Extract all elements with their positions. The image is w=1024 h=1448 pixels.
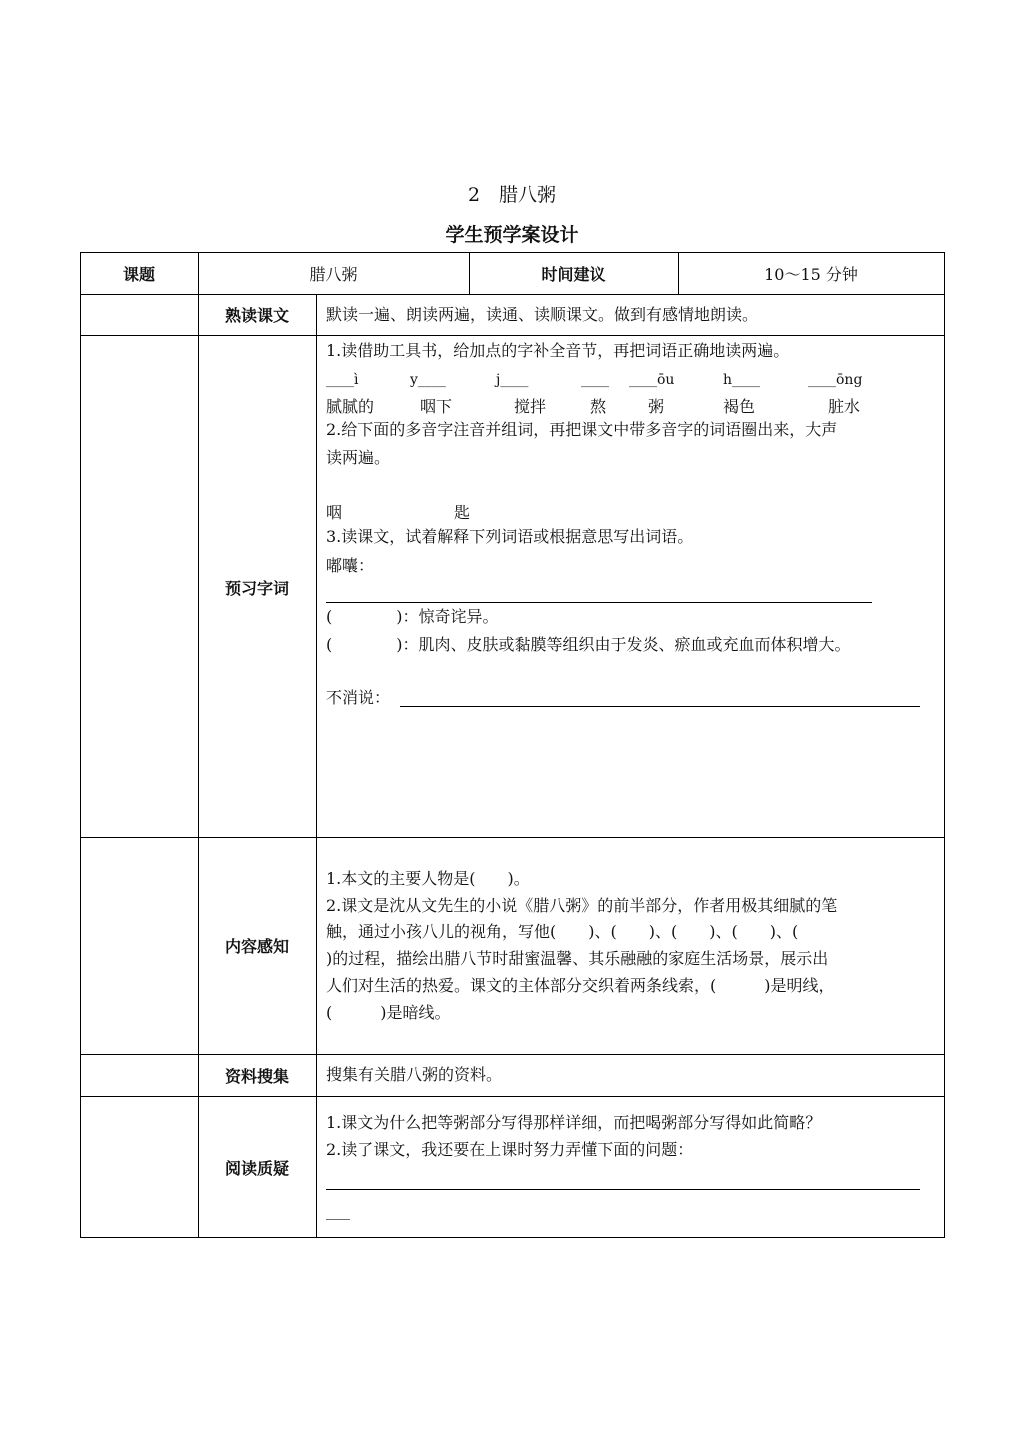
pinyin-blank-3[interactable]: j____ xyxy=(496,372,529,388)
vocab-q1: 1.读借助工具书，给加点的字补全音节，再把词语正确地读两遍。 xyxy=(326,341,790,360)
vocab-q2-line2: 读两遍。 xyxy=(326,448,391,467)
content-line-4: )的过程，描绘出腊八节时甜蜜温馨、其乐融融的家庭生活场景，展示出 xyxy=(326,949,829,968)
pinyin-blank-5[interactable]: ____ōu xyxy=(629,372,675,388)
time-label: 时间建议 xyxy=(541,264,606,284)
reading-text: 默读一遍、朗读两遍，读通、读顺课文。做到有感情地朗读。 xyxy=(326,305,759,324)
vocab-q2-line1: 2.给下面的多音字注音并组词，再把课文中带多音字的词语圈出来，大声 xyxy=(326,420,838,439)
time-value: 10～15 分钟 xyxy=(764,264,858,284)
word-2: 咽下 xyxy=(420,397,453,416)
answer-line-1[interactable] xyxy=(326,602,872,603)
word-1: 腻腻的 xyxy=(326,397,375,416)
vocab-q3: 3.读课文，试着解释下列词语或根据意思写出词语。 xyxy=(326,527,694,546)
vocab-label: 预习字词 xyxy=(224,578,289,598)
word-6: 褐色 xyxy=(723,397,756,416)
word-4: 熬 xyxy=(590,397,607,416)
lesson-name: 腊八粥 xyxy=(309,264,358,284)
lesson-label: 课题 xyxy=(122,264,155,284)
materials-text: 搜集有关腊八粥的资料。 xyxy=(326,1065,503,1084)
definition-1: ( )：惊奇诧异。 xyxy=(326,607,499,626)
pinyin-blank-4[interactable]: ____ xyxy=(581,372,609,388)
content-line-2: 2.课文是沈从文先生的小说《腊八粥》的前半部分，作者用极其细腻的笔 xyxy=(326,896,838,915)
word-5: 粥 xyxy=(648,397,665,416)
content-line-3: 触，通过小孩八儿的视角，写他( )、( )、( )、( )、( xyxy=(326,922,799,941)
definition-2: ( )：肌肉、皮肤或黏膜等组织由于发炎、瘀血或充血而体积增大。 xyxy=(326,635,851,654)
answer-line-3[interactable] xyxy=(326,1189,920,1190)
polyphone-1: 咽 xyxy=(326,503,343,522)
questions-label: 阅读质疑 xyxy=(224,1158,289,1178)
word-3: 搅拌 xyxy=(514,397,547,416)
page-subtitle: 学生预学案设计 xyxy=(445,224,579,246)
content-line-6: ( )是暗线。 xyxy=(326,1003,451,1022)
answer-line-2[interactable] xyxy=(400,706,920,707)
polyphone-2: 匙 xyxy=(454,503,471,522)
pinyin-blank-1[interactable]: ____ì xyxy=(326,372,359,388)
content-line-5: 人们对生活的热爱。课文的主体部分交织着两条线索，( )是明线， xyxy=(326,976,835,995)
term-dunang: 嘟囔： xyxy=(326,556,375,575)
questions-tail: ___ xyxy=(326,1201,350,1220)
content-label: 内容感知 xyxy=(224,936,289,956)
materials-label: 资料搜集 xyxy=(224,1066,289,1086)
worksheet-table xyxy=(80,252,945,1238)
term-buxiaoshuo: 不消说： xyxy=(326,688,391,707)
reading-label: 熟读课文 xyxy=(224,306,289,325)
pinyin-blank-2[interactable]: y____ xyxy=(410,372,446,388)
word-7: 脏水 xyxy=(828,397,861,416)
questions-q1: 1.课文为什么把等粥部分写得那样详细，而把喝粥部分写得如此简略？ xyxy=(326,1113,822,1132)
page-title: 2 腊八粥 xyxy=(467,184,557,206)
content-line-1: 1.本文的主要人物是( )。 xyxy=(326,869,530,888)
questions-q2: 2.读了课文，我还要在上课时努力弄懂下面的问题： xyxy=(326,1140,694,1159)
pinyin-blank-7[interactable]: ____ōng xyxy=(808,372,863,388)
pinyin-blank-6[interactable]: h____ xyxy=(723,372,761,388)
